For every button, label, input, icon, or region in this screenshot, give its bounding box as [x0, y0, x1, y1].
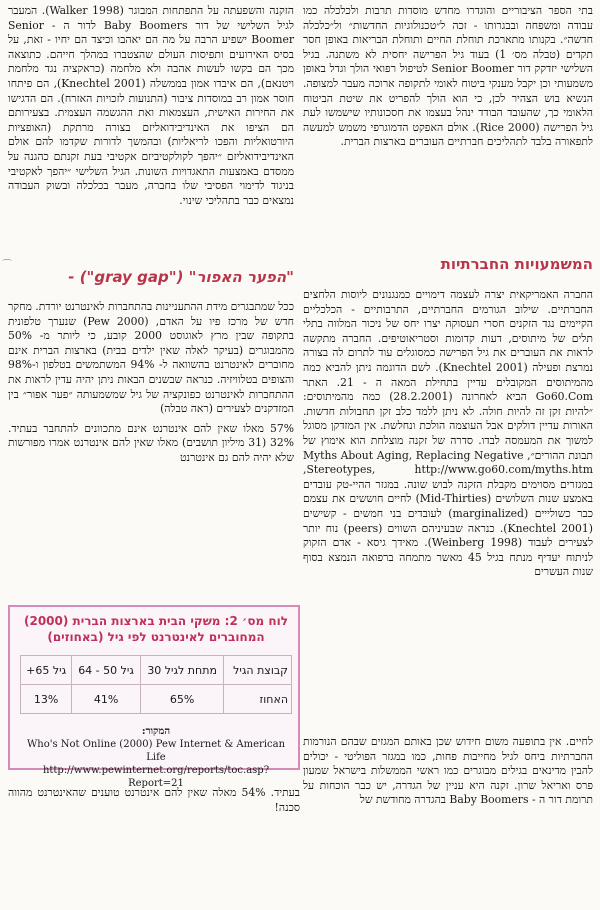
right-column-mid	[303, 288, 593, 585]
left-column-mid	[8, 300, 294, 471]
source-label: המקור:	[141, 726, 171, 737]
data-table	[20, 655, 292, 714]
table-row	[21, 685, 292, 714]
table-row-label: האחוז	[224, 685, 292, 714]
source-url[interactable]: http://www.pewinternet.org/reports/toc.asp?Report=21	[42, 765, 270, 789]
paragraph: בתי הספר הציבוריים והוגדרו מחדש מוסדות תרבות ולכלכלה כמו עבודה ומשפחה ובבגרותו - זכה ל״טכנולוגיות החדשות״ ול״כלכלה חדשה״. בקנותו מתארכת תוחלת החיים ותוחלת הבריאות באופן חסר תקדים (טבלה מס׳ 1) בעוד גיל הפרישה יחסית לא משתנה. בגיל השלישי יזדקק דור Senior Boomer לטיפול רפואי הולך וגדל באופן משמעותי וכן יקבל מענקי ביטוח לאומי לתקופה ארוכה מעבר למצופה. הנשיא בוש הצהיר לכן, כי הוא הולך להפריט את שיטת הביטוח הלאומי כך, שהעובד הבודד ינהל בעצמו את חסכונותיו שישמשו לעת גיל הפרישה (Rice 2000). אולם האפקט הדמוגרפי משמש למעשה לתפאורה בלבד לתהליכים חברתיים העוברים בארצות הברית.	[303, 4, 594, 149]
paragraph: 57% מאלו שאין להם אינטרנט אינם מתכוונים להתחבר בעתיד. 32% (31 מיליון תושבים) מאלו שאין להם אינטרנט אמרו מפורשות שלא יהיה להם גם אינטרנט	[8, 421, 294, 464]
table-box	[8, 605, 300, 789]
paragraph: ככל שמתבגרים מידת ההתעניינות בהתחברות לאינטרנט יורדת. מחקר חדש של מרכז פיו על האדם, (Pew 2000) שנערך טלפונית בתקופה שבין מרץ לאוגוסט 2000 קובע, כי ליותר מ- 50% מהמבוגרים (בעיקר לאלה שאין ילדים בבית) בארצות הברית אינם מחוברים לאינטרנט בהשוואה ל- 94% המשתמשים בטלפון ו-98% והצופים בטלוויזיה. כנראה שבשנים הבאות ניתן יהיה עדין לראות את ההתחברות לאינטרנט כפונקציה של גיל שמשמעותה ״פער אפור״ בין המזדקנים לצעירים (ראה טבלה)	[7, 300, 295, 416]
paragraph: החברה האמריקאית יצרה לעצמה דימויים כמנגנונים ליוסות הלחצים החברתיים. שילוב הגורמים החברתיים, התרבותיים - הכלכליים הקיימים נגד הזקנים חסרי תעסוקה יצרו יחס של ניכור המלווה בתלי תלים של מיתוסים, דעות קדומות וסטריאוטיפים. החברה מתקשה לראות את העוברים את גיל הפרישה כמסוגלים עוד לתרום לה בצורה נמרצת ופעילה (Knechtel 2001). לשם הדוגמה ניתן להביא כמה מהמיתוסים המקובלים עדיין בתחילת המאה ה - 21. האתר Go60.Com הביא לאחרונה (28.2.2001) כמה מהמיתוסים: ״להיות זקן זה להיות חולה. לא ניתן ללמד כלב זקן תחבולות חדשות. האורות עדיין דולקים אבל העוצמה הולכת ונחלשת. אין המזדקן מסוגל למשוך את המעמסה לבדו. סדרה של זקנה מוצלחת הוא אימוץ של תבונת ההורים״, Myths About Aging, Replacing Negative Stereotypes, http://www.go60.com/myths.htm, במגזרים מסוימים מקבלת הזקנה לבוש שונה. במגזר ההיי-טק עובדים באמצע שנות השלושים (Mid-Thirties) לחיים חוששים את עצמם כבר כשולייים (marginalized) לעובדים בני חמשים - קשישים (Knechtel 2001). כנראה שבעיניהם השווים (peers) נוח יותר לצעירים לעבוד (Weinberg 1998). מאידך גיסא - אדם הזקוק לניתוח יעדיף מנתח בגיל 45 מאשר מתמחה ברפואה הנמצא בסוף שנות העשרים	[303, 288, 594, 579]
curl-mark-icon: ⌒	[2, 260, 12, 271]
table-title: לוח מס׳ 2: משקי הבית בארצות הברית (2000) המחוברים לאינטרנט לפי גיל (באחוזים)	[24, 614, 288, 644]
table-cell: 41%	[72, 685, 140, 714]
right-column-bottom	[303, 735, 593, 813]
table-header-cell: גיל 65+	[21, 656, 72, 685]
paragraph: בעתיד. 54% מאלה שאין להם אינטרנט טוענים שהאינטרנט מהווה סכנה!	[8, 786, 300, 814]
paragraph: הזקנה והשפעתה על התפתחות המבוגר (Walker 1998). המעבר לגיל השלישי של דור Baby Boomers לדור ה - Senior Boomer ישפיע הרבה על מה הם יאהבו וכיצד הם יחיו - זאת, על בסיס האירועים ותפיסות העולם שהצטברו במהלך חייהם. כתוצאה מכך הם בקשו לעשות אהבה ולא מלחמה (כראקציה נגד מלחמת ויטנאם), הם איבדו אמון בממשלה (Knechtel 2001), הם פיתחו חוסר אמון רב במוסדות ציבור (התנועות לזכויות האזרח). הם הדגישו את החירות האישית, העצמאות ואת ההגשמה העצמית. בצעירותם הם הציפו את האינדיבידואליזם בצורה מרתקת (האופציות היורטואליות והפכו לריאליות) ובהמשך לדורות שקדמו להם אולם האינדיבידואליזם ״יהפך לקולקטיביזם אקטיבי בעת זקנתם כהגנה על ממסדם באמצעות התאגדויות השונות. הגיל השלישי ״יהפך לאקטיבי בניגוד לדימוי הפסיבי שלו בחברה, מעבר בכלכלה ובשוק העבודה נמצאים כבר בתהליכי שינוי.	[8, 4, 294, 207]
table-cell: 65%	[140, 685, 224, 714]
left-column-top	[8, 4, 294, 213]
source-text: Who's Not Online (2000) Pew Internet & American Life	[26, 739, 286, 763]
table-header-cell: גיל 50 - 64	[72, 656, 140, 685]
section-heading-gray-gap: "הפער האפור" ("gray gap") -	[68, 268, 294, 286]
left-column-bottom	[8, 786, 300, 820]
paragraph: לחיים. אין בתופעה משום חידוש שכן באותם המגזים שבהם הנורמות החברתיות ביחס לגיל מחייבות פחות, כמו במגזר הפוליטי - יכולים להבין מדינאים בגילים מבוגרים כמו ראשי הממשלות בישראל שמעון פרס ואריאל שרון. זקנה היא עניין של הגדרה, יש כבר הוכחות על תרומת דור ה - Baby Boomers בהגדרה מחודשת של	[303, 735, 593, 807]
table-cell: 13%	[21, 685, 72, 714]
table-source	[18, 725, 294, 790]
table-header-row	[21, 656, 292, 685]
right-column-top	[303, 4, 593, 155]
section-heading-social: המשמעויות החברתיות	[440, 255, 593, 273]
table-header-cell: קבוצת הגיל	[224, 656, 292, 685]
table-header-cell: מתחת לגיל 30	[140, 656, 224, 685]
